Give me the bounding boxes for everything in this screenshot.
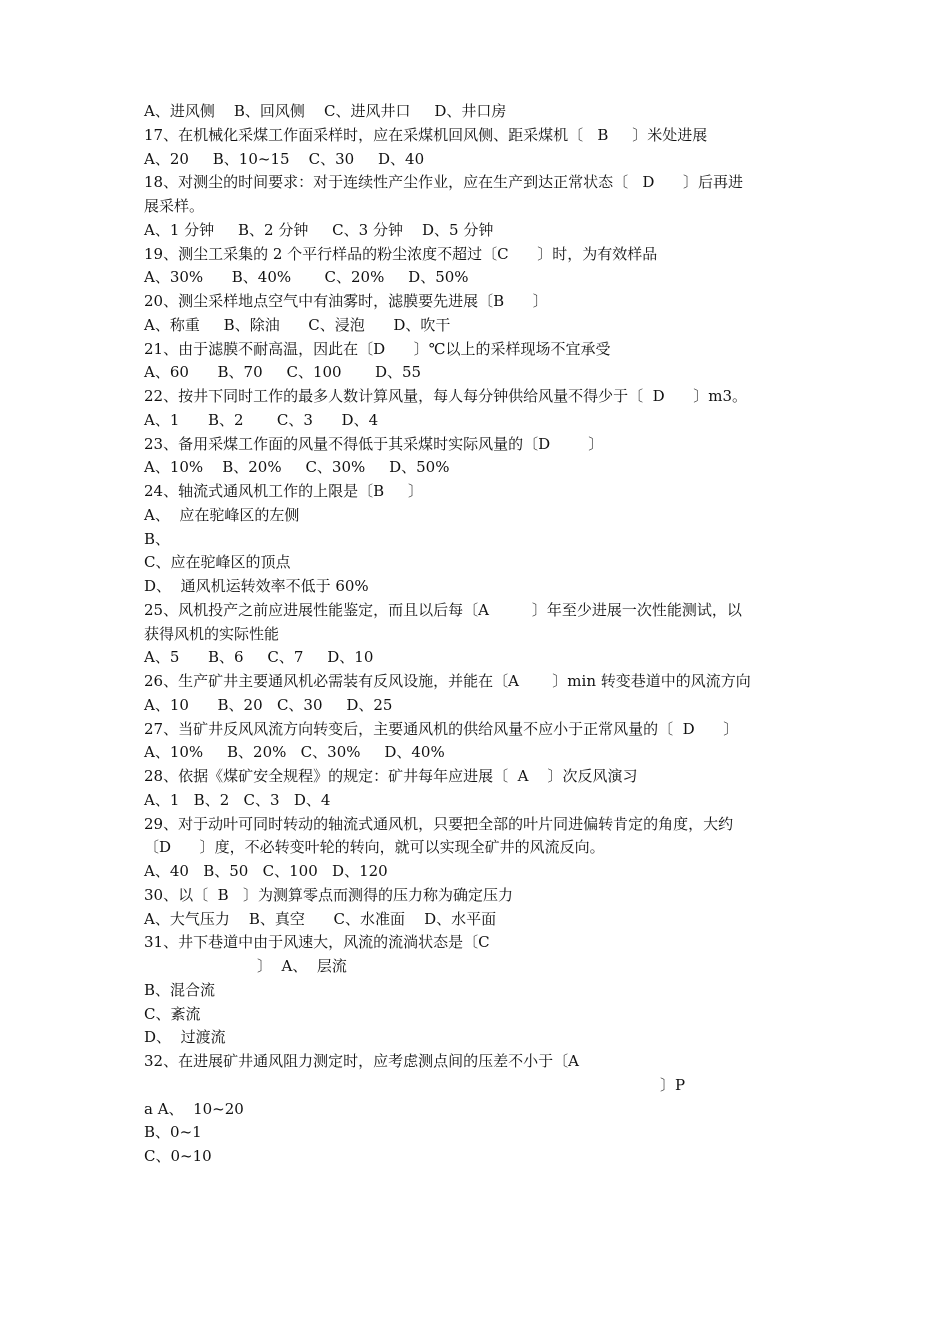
text-line: 〕P xyxy=(660,1075,686,1094)
text-line: A、10% B、20% C、30% D、40% xyxy=(144,743,445,762)
text-line: B、混合流 xyxy=(144,980,216,999)
text-line: A、40 B、50 C、100 D、120 xyxy=(144,862,388,880)
text-line: 获得风机的实际性能 xyxy=(144,624,280,643)
text-line: C、应在驼峰区的顶点 xyxy=(144,553,291,572)
text-line: 20、测尘采样地点空气中有油雾时，滤膜要先进展〔B 〕 xyxy=(144,292,548,310)
text-line: a A、 10~20 xyxy=(144,1099,244,1118)
text-line: 30、以〔 B 〕为测算零点而测得的压力称为确定压力 xyxy=(144,885,513,904)
text-line: 展采样。 xyxy=(144,197,205,215)
text-line: 31、井下巷道中由于风速大，风流的流淌状态是〔C xyxy=(144,933,490,952)
text-line: A、1 分钟 B、2 分钟 C、3 分钟 D、5 分钟 xyxy=(144,220,494,239)
text-line: A、10% B、20% C、30% D、50% xyxy=(144,458,450,477)
text-line: A、1 B、2 C、3 D、4 xyxy=(144,790,331,809)
text-line: A、5 B、6 C、7 D、10 xyxy=(144,648,374,667)
text-line: 27、当矿井反风风流方向转变后，主要通风机的供给风量不应小于正常风量的〔 D 〕 xyxy=(144,719,739,738)
text-line: A、1 B、2 C、3 D、4 xyxy=(144,410,379,429)
text-line: 32、在进展矿井通风阻力测定时，应考虑测点间的压差不小于〔A xyxy=(144,1052,579,1070)
text-line: 24、轴流式通风机工作的上限是〔B 〕 xyxy=(144,482,423,500)
text-line: 28、依据《煤矿安全规程》的规定：矿井每年应进展〔 A 〕次反风演习 xyxy=(144,767,638,785)
text-line: C、0~10 xyxy=(144,1147,212,1165)
text-line: 22、按井下同时工作的最多人数计算风量，每人每分钟供给风量不得少于〔 D 〕m3。 xyxy=(144,387,748,405)
document-page xyxy=(144,100,814,1169)
text-line: D、 通风机运转效率不低于 60% xyxy=(144,577,369,595)
text-line: 25、风机投产之前应进展性能鉴定，而且以后每〔A 〕年至少进展一次性能测试，以 xyxy=(144,600,742,619)
text-line: C、紊流 xyxy=(144,1004,201,1023)
text-line: 18、对测尘的时间要求：对于连续性产尘作业，应在生产到达正常状态〔 D 〕后再进 xyxy=(144,173,744,192)
text-line: A、称重 B、除油 C、浸泡 D、吹干 xyxy=(144,315,451,334)
text-line: A、30% B、40% C、20% D、50% xyxy=(144,268,469,287)
text-line: 29、对于动叶可同时转动的轴流式通风机，只要把全部的叶片同进偏转肯定的角度，大约 xyxy=(144,814,734,833)
text-line: A、60 B、70 C、100 D、55 xyxy=(144,363,422,382)
text-line: A、 应在驼峰区的左侧 xyxy=(144,505,300,524)
text-line: 〔D 〕度，不必转变叶轮的转向，就可以实现全矿井的风流反向。 xyxy=(144,838,605,857)
text-line: A、进风侧 B、回风侧 C、进风井口 D、井口房 xyxy=(144,102,507,120)
text-line: A、20 B、10~15 C、30 D、40 xyxy=(144,149,425,168)
text-line: D、 过渡流 xyxy=(144,1028,226,1047)
text-line: 21、由于滤膜不耐高温，因此在〔D 〕℃以上的采样现场不宜承受 xyxy=(144,339,611,358)
text-line: 26、生产矿井主要通风机必需装有反风设施，并能在〔A 〕min 转变巷道中的风流方向 xyxy=(144,672,751,690)
text-line: B、 xyxy=(144,529,171,548)
text-line: 19、测尘工采集的 2 个平行样品的粉尘浓度不超过〔C 〕时，为有效样品 xyxy=(144,244,658,263)
text-line: 〕 A、 层流 xyxy=(257,957,347,975)
text-line: 17、在机械化采煤工作面采样时，应在采煤机回风侧、距采煤机〔 B 〕米处进展 xyxy=(144,125,708,144)
text-line: A、大气压力 B、真空 C、水准面 D、水平面 xyxy=(144,909,497,928)
text-line: B、0~1 xyxy=(144,1123,202,1142)
text-line: A、10 B、20 C、30 D、25 xyxy=(144,695,393,714)
text-line: 23、备用采煤工作面的风量不得低于其采煤时实际风量的〔D 〕 xyxy=(144,434,604,453)
